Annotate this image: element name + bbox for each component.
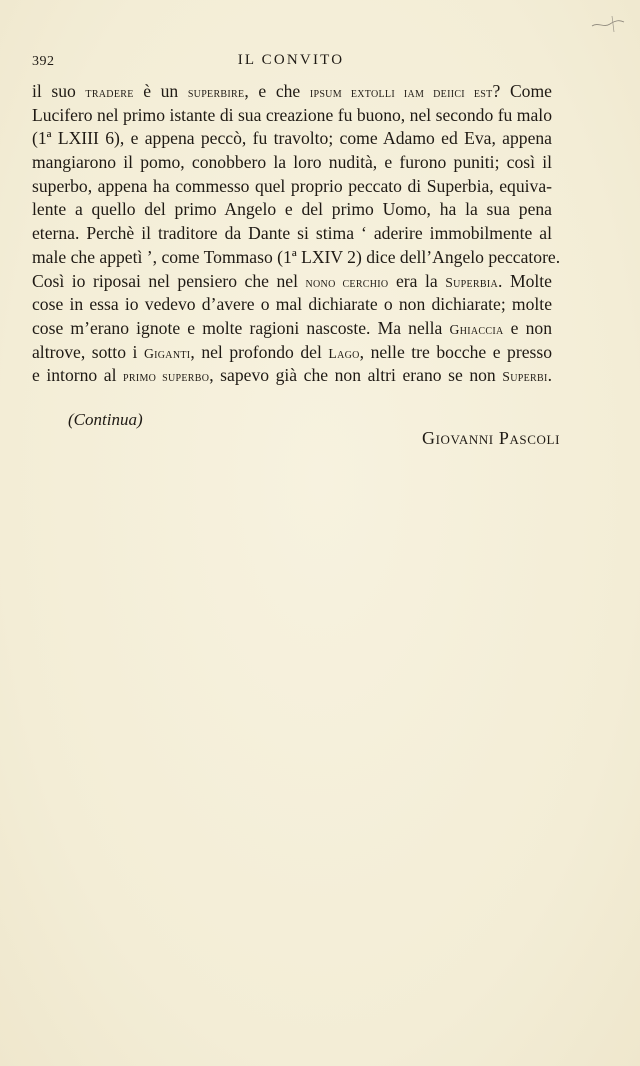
small-caps-term: Superbi [502,369,548,385]
text-run: , sapevo già che non altri erano se non [209,365,503,386]
text-run: Così io riposai nel pensiero che nel [32,270,306,291]
text-run: ? Come [492,81,552,101]
text-run: eterna. Perchè il traditore da Dante si stima ‘ aderire immobilmente al [32,223,552,244]
text-run: cose in essa io vedevo d’avere o mal dichiarate o non dichiarate; molte [32,294,552,315]
text-run: , e che [244,81,310,101]
small-caps-term: tradere [85,85,134,100]
text-run: . Molte [498,270,552,291]
text-line [32,270,552,294]
small-caps-term: superbire [187,85,245,100]
text-line [32,222,552,246]
text-run: e non [503,317,553,338]
text-run: , nelle tre bocche e presso [359,341,552,362]
small-caps-term: ipsum extolli iam deiici est [309,85,493,100]
text-run: , nel profondo del [190,341,329,362]
text-run: è un [133,81,188,101]
text-line [32,175,552,199]
journal-title: IL CONVITO [237,52,345,68]
text-run: il suo [32,81,86,101]
text-line [32,127,552,151]
text-run: male che appetì ’, come Tommaso (1ª LXIV 2) dice dell’Angelo peccatore. [32,246,561,267]
author-signature: Giovanni Pascoli [422,428,560,448]
text-line [32,364,552,388]
small-caps-term: nono cerchio [305,274,389,290]
body-text [32,80,561,388]
text-line [32,341,552,365]
pencil-mark-icon [590,12,626,36]
text-run: Lucifero nel primo istante di sua creazione fu buono, nel secondo fu malo [32,104,552,125]
text-run: e intorno al [32,365,124,386]
small-caps-term: primo superbo [123,369,210,385]
small-caps-term: Giganti [143,345,191,361]
continua-text: (Continua) [68,410,143,429]
text-run: cose m’erano ignote e molte ragioni nascoste. Ma nella [32,317,450,338]
text-run: era la [388,270,446,291]
text-line [32,198,552,222]
text-line [32,317,552,341]
text-run: altrove, sotto i [32,341,144,362]
continua-note [68,410,143,430]
text-run: . [547,365,552,386]
text-run: (1ª LXIII 6), e appena peccò, fu travolto; come Adamo ed Eva, appena [32,128,552,149]
small-caps-term: Ghiaccia [449,321,504,337]
text-line [32,104,552,128]
text-line [32,246,561,270]
running-header [32,50,550,72]
page-number: 392 [32,54,55,69]
text-run: lente a quello del primo Angelo e del primo Uomo, ha la sua pena [32,199,552,220]
text-line [32,80,552,104]
text-run: superbo, appena ha commesso quel proprio peccato di Superbia, equiva- [32,175,552,196]
text-line [32,151,552,175]
text-run: mangiarono il pomo, conobbero la loro nudità, e furono puniti; così il [32,152,552,173]
text-line [32,293,552,317]
small-caps-term: Lago [328,345,360,361]
small-caps-term: Superbia [445,274,499,290]
